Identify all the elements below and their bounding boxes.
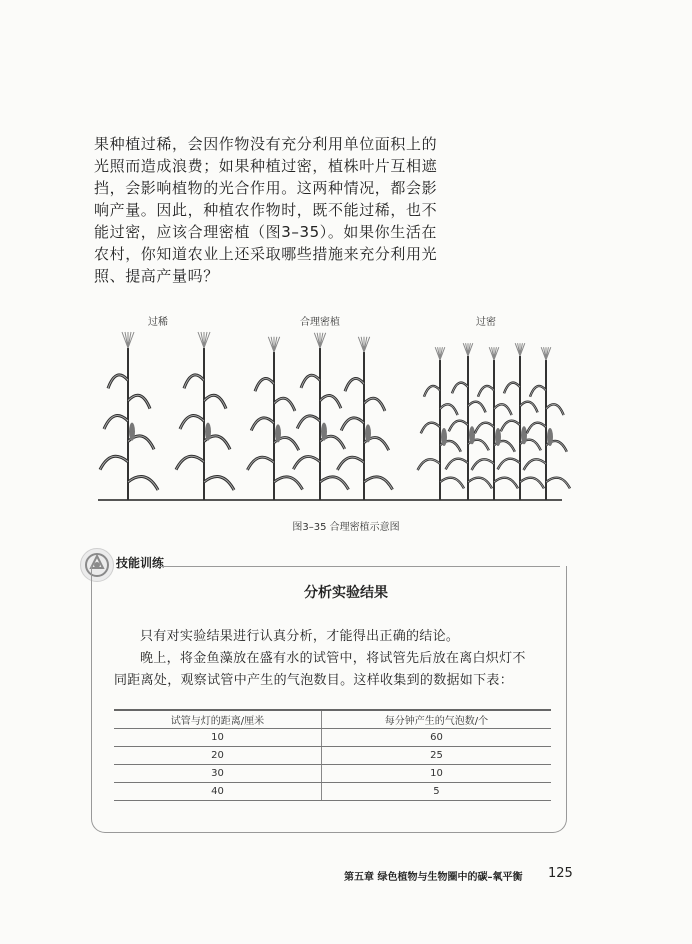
table-row bbox=[114, 747, 551, 765]
skills-section-label: 技能训练 bbox=[116, 556, 165, 570]
description-line: 晚上，将金鱼藻放在盛有水的试管中，将试管先后放在离白炽灯不 bbox=[140, 651, 526, 666]
figure-caption: 图3–35 合理密植示意图 bbox=[292, 522, 400, 533]
table-row bbox=[114, 783, 551, 801]
corn-plant bbox=[418, 347, 464, 500]
body-line: 果种植过稀，会因作物没有充分利用单位面积上的 bbox=[94, 135, 438, 153]
corn-plant bbox=[176, 332, 234, 500]
chapter-footer: 第五章 绿色植物与生物圈中的碳–氧平衡 bbox=[344, 872, 523, 883]
table-row bbox=[114, 765, 551, 783]
body-paragraph bbox=[94, 133, 438, 287]
header-bubbles: 每分钟产生的气泡数/个 bbox=[321, 710, 551, 729]
corn-plant bbox=[337, 337, 392, 500]
panel-label-sparse: 过稀 bbox=[148, 317, 168, 328]
description-line: 同距离处，观察试管中产生的气泡数目。这样收集到的数据如下表： bbox=[114, 673, 514, 688]
cell-bubbles: 60 bbox=[321, 729, 551, 747]
skills-intro: 只有对实验结果进行认真分析，才能得出正确的结论。 bbox=[140, 629, 460, 644]
corn-planting-illustration bbox=[94, 325, 574, 510]
body-line: 能过密，应该合理密植（图3–35）。如果你生活在 bbox=[94, 223, 438, 241]
panel-label-reasonable: 合理密植 bbox=[300, 317, 340, 328]
header-distance: 试管与灯的距离/厘米 bbox=[114, 710, 321, 729]
panel-label-dense: 过密 bbox=[476, 317, 496, 328]
cell-bubbles: 25 bbox=[321, 747, 551, 765]
body-line: 农村，你知道农业上还采取哪些措施来充分利用光 bbox=[94, 245, 438, 263]
corn-plant bbox=[247, 337, 302, 500]
cell-distance: 40 bbox=[114, 783, 321, 801]
corn-plant bbox=[293, 333, 348, 500]
cell-distance: 10 bbox=[114, 729, 321, 747]
body-line: 照、提高产量吗？ bbox=[94, 267, 219, 285]
table-row bbox=[114, 729, 551, 747]
table-header-row bbox=[114, 710, 551, 729]
page-number: 125 bbox=[548, 866, 573, 881]
cell-distance: 30 bbox=[114, 765, 321, 783]
body-line: 光照而造成浪费；如果种植过密，植株叶片互相遮 bbox=[94, 157, 438, 175]
cell-distance: 20 bbox=[114, 747, 321, 765]
body-line: 挡，会影响植物的光合作用。这两种情况，都会影 bbox=[94, 179, 438, 197]
skills-description bbox=[114, 648, 554, 692]
corn-plant bbox=[100, 332, 158, 500]
cell-bubbles: 5 bbox=[321, 783, 551, 801]
skills-title: 分析实验结果 bbox=[304, 585, 388, 601]
data-table bbox=[114, 709, 551, 801]
cell-bubbles: 10 bbox=[321, 765, 551, 783]
body-line: 响产量。因此，种植农作物时，既不能过稀，也不 bbox=[94, 201, 438, 219]
